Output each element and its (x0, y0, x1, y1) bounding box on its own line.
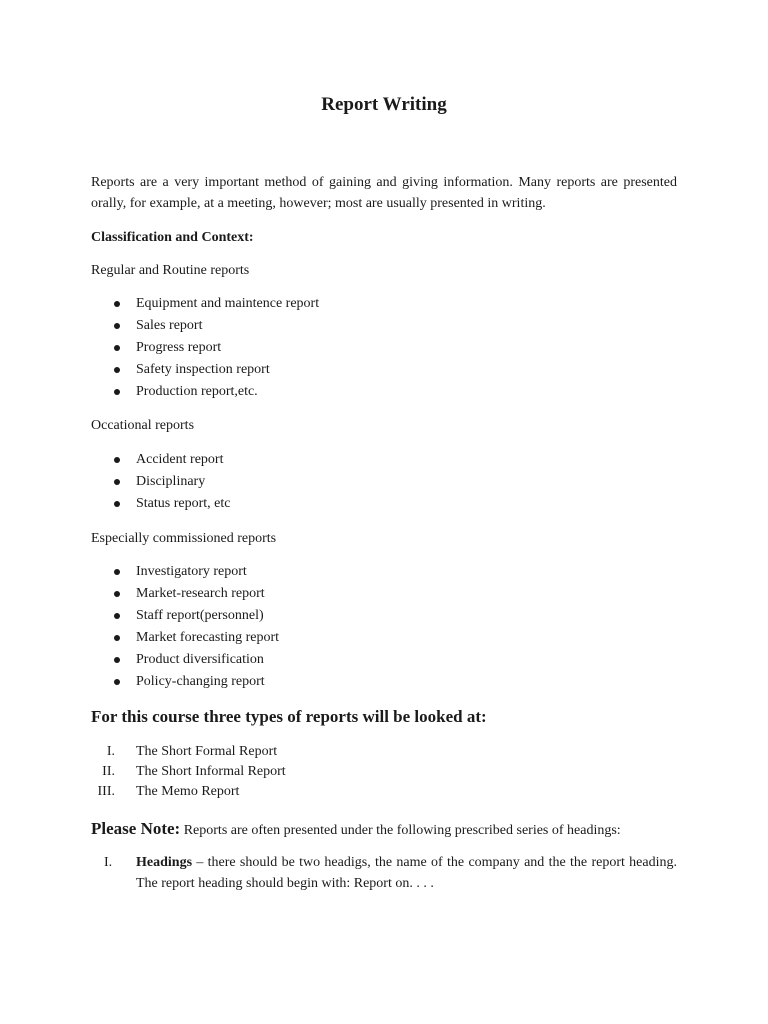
headings-text: – there should be two headigs, the name of the company and the the report heading. The report heading should begin with: Report on. . . . (136, 855, 677, 891)
list-item: Disciplinary (91, 471, 230, 493)
section-label-commissioned: Especially commissioned reports (91, 531, 277, 546)
bullet-icon (114, 389, 120, 395)
bullet-icon (114, 501, 120, 507)
document-title: Report Writing (321, 94, 447, 115)
list-item: Production report,etc. (91, 381, 319, 403)
bullet-icon (114, 345, 120, 351)
list-item: Investigatory report (91, 561, 279, 583)
list-item: Market forecasting report (91, 627, 279, 649)
bullet-icon (114, 323, 120, 329)
bullet-icon (114, 479, 120, 485)
classification-heading: Classification and Context: (91, 230, 254, 245)
list-item: Policy-changing report (91, 671, 279, 693)
bullet-icon (114, 569, 120, 575)
list-item: Progress report (91, 337, 319, 359)
headings-list-item (91, 852, 677, 894)
bullet-icon (114, 679, 120, 685)
section-label-occational: Occational reports (91, 418, 195, 433)
headings-term: Headings (136, 855, 193, 870)
please-note-label: Please Note: (91, 819, 181, 838)
bullet-list-occational (91, 449, 230, 515)
list-number: II. (102, 764, 115, 779)
bullet-list-regular (91, 293, 319, 403)
please-note-text: Reports are often presented under the following prescribed series of headings: (180, 823, 621, 838)
list-item: Market-research report (91, 583, 279, 605)
list-item: Status report, etc (91, 493, 230, 515)
bullet-icon (114, 635, 120, 641)
bullet-icon (114, 613, 120, 619)
bullet-list-commissioned (91, 561, 279, 693)
list-item: Equipment and maintence report (91, 293, 319, 315)
list-number: I. (106, 744, 115, 759)
list-number: I. (104, 855, 113, 870)
list-item: I. The Short Formal Report (91, 742, 286, 762)
bullet-icon (114, 591, 120, 597)
please-note (91, 817, 621, 843)
list-item: II. The Short Informal Report (91, 762, 286, 782)
course-heading: For this course three types of reports will be looked at: (91, 707, 487, 726)
list-item: III. The Memo Report (91, 782, 286, 802)
bullet-icon (114, 367, 120, 373)
intro-paragraph: Reports are a very important method of gaining and giving information. Many reports are presented orally, for example, at a meeting, however; most are usually presented in writing. (91, 175, 677, 211)
list-item: Sales report (91, 315, 319, 337)
bullet-icon (114, 657, 120, 663)
bullet-icon (114, 301, 120, 307)
list-number: III. (97, 784, 115, 799)
bullet-icon (114, 457, 120, 463)
list-item: Staff report(personnel) (91, 605, 279, 627)
list-item: Accident report (91, 449, 230, 471)
section-label-regular: Regular and Routine reports (91, 263, 250, 278)
list-item: Product diversification (91, 649, 279, 671)
report-types-list (91, 742, 286, 802)
list-item: Safety inspection report (91, 359, 319, 381)
